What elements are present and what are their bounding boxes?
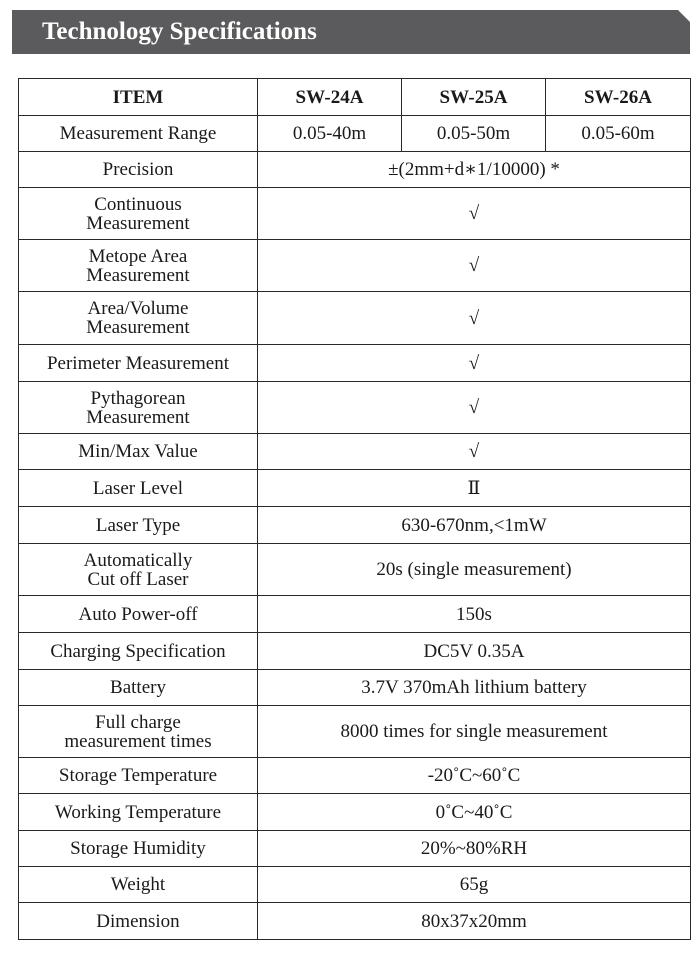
table-row bbox=[19, 758, 691, 794]
row-value: 65g bbox=[258, 867, 691, 903]
column-header-sw-25a: SW-25A bbox=[402, 79, 546, 116]
row-label: Pythagorean Measurement bbox=[19, 382, 258, 434]
row-value: 150s bbox=[258, 596, 691, 633]
row-label: Continuous Measurement bbox=[19, 188, 258, 240]
table-row bbox=[19, 470, 691, 507]
table-row bbox=[19, 596, 691, 633]
row-label: Measurement Range bbox=[19, 116, 258, 152]
table-row bbox=[19, 544, 691, 596]
row-value: 630-670nm,<1mW bbox=[258, 507, 691, 544]
header-banner bbox=[12, 10, 690, 54]
table-row bbox=[19, 670, 691, 706]
row-value: 0.05-50m bbox=[402, 116, 546, 152]
row-value: Ⅱ bbox=[258, 470, 691, 507]
row-value: 0˚C~40˚C bbox=[258, 794, 691, 831]
table-row bbox=[19, 507, 691, 544]
row-value: 8000 times for single measurement bbox=[258, 706, 691, 758]
row-label: Dimension bbox=[19, 903, 258, 940]
column-header-item: ITEM bbox=[19, 79, 258, 116]
check-mark: √ bbox=[258, 240, 691, 292]
row-label: Full charge measurement times bbox=[19, 706, 258, 758]
table-row bbox=[19, 240, 691, 292]
row-label: Storage Humidity bbox=[19, 831, 258, 867]
row-label: Laser Type bbox=[19, 507, 258, 544]
table-header-row bbox=[19, 79, 691, 116]
table-row bbox=[19, 434, 691, 470]
column-header-sw-24a: SW-24A bbox=[258, 79, 402, 116]
table-row bbox=[19, 292, 691, 345]
row-value: 20s (single measurement) bbox=[258, 544, 691, 596]
row-label: Min/Max Value bbox=[19, 434, 258, 470]
row-value: 3.7V 370mAh lithium battery bbox=[258, 670, 691, 706]
table-row bbox=[19, 345, 691, 382]
row-label: Weight bbox=[19, 867, 258, 903]
banner-corner-notch bbox=[678, 10, 690, 22]
row-label: Automatically Cut off Laser bbox=[19, 544, 258, 596]
table-row bbox=[19, 831, 691, 867]
row-value: 80x37x20mm bbox=[258, 903, 691, 940]
row-label: Auto Power-off bbox=[19, 596, 258, 633]
row-label: Working Temperature bbox=[19, 794, 258, 831]
check-mark: √ bbox=[258, 345, 691, 382]
check-mark: √ bbox=[258, 292, 691, 345]
check-mark: √ bbox=[258, 188, 691, 240]
table-row bbox=[19, 867, 691, 903]
table-row bbox=[19, 152, 691, 188]
row-label: Precision bbox=[19, 152, 258, 188]
check-mark: √ bbox=[258, 382, 691, 434]
row-label: Battery bbox=[19, 670, 258, 706]
row-label: Area/Volume Measurement bbox=[19, 292, 258, 345]
table-row bbox=[19, 903, 691, 940]
row-value: 0.05-40m bbox=[258, 116, 402, 152]
column-header-sw-26a: SW-26A bbox=[546, 79, 691, 116]
table-row bbox=[19, 633, 691, 670]
row-value: DC5V 0.35A bbox=[258, 633, 691, 670]
row-label: Charging Specification bbox=[19, 633, 258, 670]
spec-table bbox=[18, 78, 691, 940]
check-mark: √ bbox=[258, 434, 691, 470]
row-label: Metope Area Measurement bbox=[19, 240, 258, 292]
table-row bbox=[19, 116, 691, 152]
row-value: -20˚C~60˚C bbox=[258, 758, 691, 794]
row-label: Storage Temperature bbox=[19, 758, 258, 794]
row-value: 0.05-60m bbox=[546, 116, 691, 152]
row-label: Perimeter Measurement bbox=[19, 345, 258, 382]
table-row bbox=[19, 794, 691, 831]
row-value: ±(2mm+d∗1/10000) * bbox=[258, 152, 691, 188]
table-row bbox=[19, 706, 691, 758]
row-value: 20%~80%RH bbox=[258, 831, 691, 867]
table-row bbox=[19, 188, 691, 240]
row-label: Laser Level bbox=[19, 470, 258, 507]
page-title: Technology Specifications bbox=[42, 18, 317, 45]
table-row bbox=[19, 382, 691, 434]
